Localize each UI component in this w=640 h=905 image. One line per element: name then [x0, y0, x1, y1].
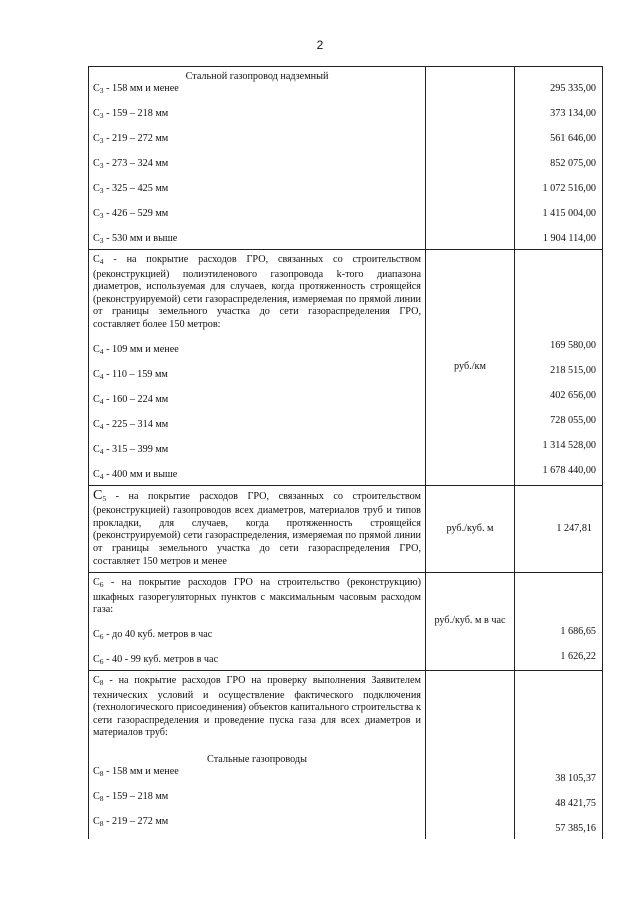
unit-label: руб./куб. м	[446, 522, 494, 534]
tariff-table	[88, 66, 603, 839]
unit-cell	[426, 67, 515, 250]
unit-cell	[426, 485, 515, 573]
item-value: 218 515,00	[550, 365, 596, 376]
item-value: 1 904 114,00	[542, 233, 596, 244]
section-c8-row	[89, 670, 603, 839]
section-subheading: Стальные газопроводы	[207, 753, 307, 765]
item-value: 169 580,00	[550, 340, 596, 351]
section-description: $C_4$ - на покрытие расходов ГРО, связанных со строительством (реконструкцией) полиэтиленового газопровода k-того диапазона диаметров, используемая для случаев, когда протяженность строящейся (реконструируемой) сети газораспределения, измеряемая по прямой линии от границы земельного участка до сети газораспределения ГРО, составляет более 150 метров:	[93, 254, 421, 330]
item-value: 57 385,16	[555, 822, 596, 834]
item-label: $C_3 - 159 - 218$ мм	[93, 108, 169, 120]
description-cell	[89, 67, 426, 250]
item-value: 38 105,37	[555, 772, 596, 784]
item-value: 48 421,75	[555, 797, 596, 809]
unit-cell	[426, 250, 515, 486]
item-value: 1 072 516,00	[542, 183, 596, 194]
section-description: $C_5$ - на покрытие расходов ГРО, связанных со строительством (реконструкцией) газопроводов всех диаметров, материалов труб и типов прокладки, для случаев, когда протяженность строящейся (реконструируемой) сети газораспределения, измеряемая по прямой линии от границы земельного участка до сети газораспределения ГРО, составляет 150 метров и менее	[93, 487, 421, 567]
value-cell	[515, 67, 603, 250]
item-label: $C_8 - 219 - 272$ мм	[93, 815, 169, 828]
item-label: $C_4 - 225 - 314$ мм	[93, 418, 169, 431]
item-label: $C_4 - 400$ мм и выше	[93, 468, 178, 481]
description-cell	[89, 670, 426, 839]
item-label: $C_8 - 158$ мм и менее	[93, 765, 179, 778]
item-value: 1 678 440,00	[542, 465, 596, 476]
item-label: $C_3 - 273 - 324$ мм	[93, 158, 169, 170]
description-cell	[89, 573, 426, 671]
description-cell	[89, 250, 426, 486]
item-label: $C_4 - 315 - 399$ мм	[93, 443, 169, 456]
item-value: 1 415 004,00	[542, 208, 596, 219]
section-c6-row	[89, 573, 603, 671]
section-heading: Стальной газопровод надземный	[185, 71, 329, 82]
item-value: 402 656,00	[550, 390, 596, 401]
section-c5-row	[89, 485, 603, 573]
value-cell	[515, 670, 603, 839]
section-description: $C_6$ - на покрытие расходов ГРО на строительство (реконструкцию) шкафных газорегуляторных пунктов с максимальным часовым расходом газа:	[93, 577, 421, 616]
item-label: $C_4 - 160 - 224$ мм	[93, 393, 169, 406]
item-label: $C_3 - 158$ мм и менее	[93, 83, 179, 95]
value-cell	[515, 250, 603, 486]
item-value: 1 686,65	[560, 626, 596, 638]
item-label: $C_3 - 426 - 529$ мм	[93, 208, 169, 220]
item-value: 728 055,00	[550, 415, 596, 426]
item-label: $C_3 - 530$ мм и выше	[93, 233, 178, 245]
item-label: $C_8 - 159 - 218$ мм	[93, 790, 169, 803]
item-label: $C_3 - 325 - 425$ мм	[93, 183, 169, 195]
item-label: $C_3 - 219 - 272$ мм	[93, 133, 169, 145]
item-label: $C_4 - 110 - 159$ мм	[93, 368, 168, 381]
item-value: 1 314 528,00	[542, 440, 596, 451]
item-value: 1 247,81	[556, 522, 592, 534]
item-label: $C_4 - 109$ мм и менее	[93, 343, 179, 356]
item-value: 295 335,00	[550, 83, 596, 94]
unit-cell	[426, 670, 515, 839]
value-cell	[515, 573, 603, 671]
unit-label: руб./км	[454, 360, 486, 372]
unit-cell	[426, 573, 515, 671]
description-cell	[89, 485, 426, 573]
item-value: 1 626,22	[560, 651, 596, 663]
section-c3-row	[89, 67, 603, 250]
item-value: 852 075,00	[550, 158, 596, 169]
item-value: 373 134,00	[550, 108, 596, 119]
value-cell	[515, 485, 603, 573]
item-label: $C_6$ - до 40 куб. метров в час	[93, 628, 213, 641]
section-c4-row	[89, 250, 603, 486]
page-number: 2	[316, 38, 324, 52]
section-description: $C_8$ - на покрытие расходов ГРО на проверку выполнения Заявителем технических условий и осуществление фактического подключения (технологического присоединения) объектов капитального строительства к сети газораспределения и проведение пуска газа для всех диаметров и материалов труб:	[93, 674, 421, 739]
unit-label: руб./куб. м в час	[434, 615, 506, 627]
item-label: $C_6 - 40 - 99$ куб. метров в час	[93, 653, 219, 666]
item-value: 561 646,00	[550, 133, 596, 144]
